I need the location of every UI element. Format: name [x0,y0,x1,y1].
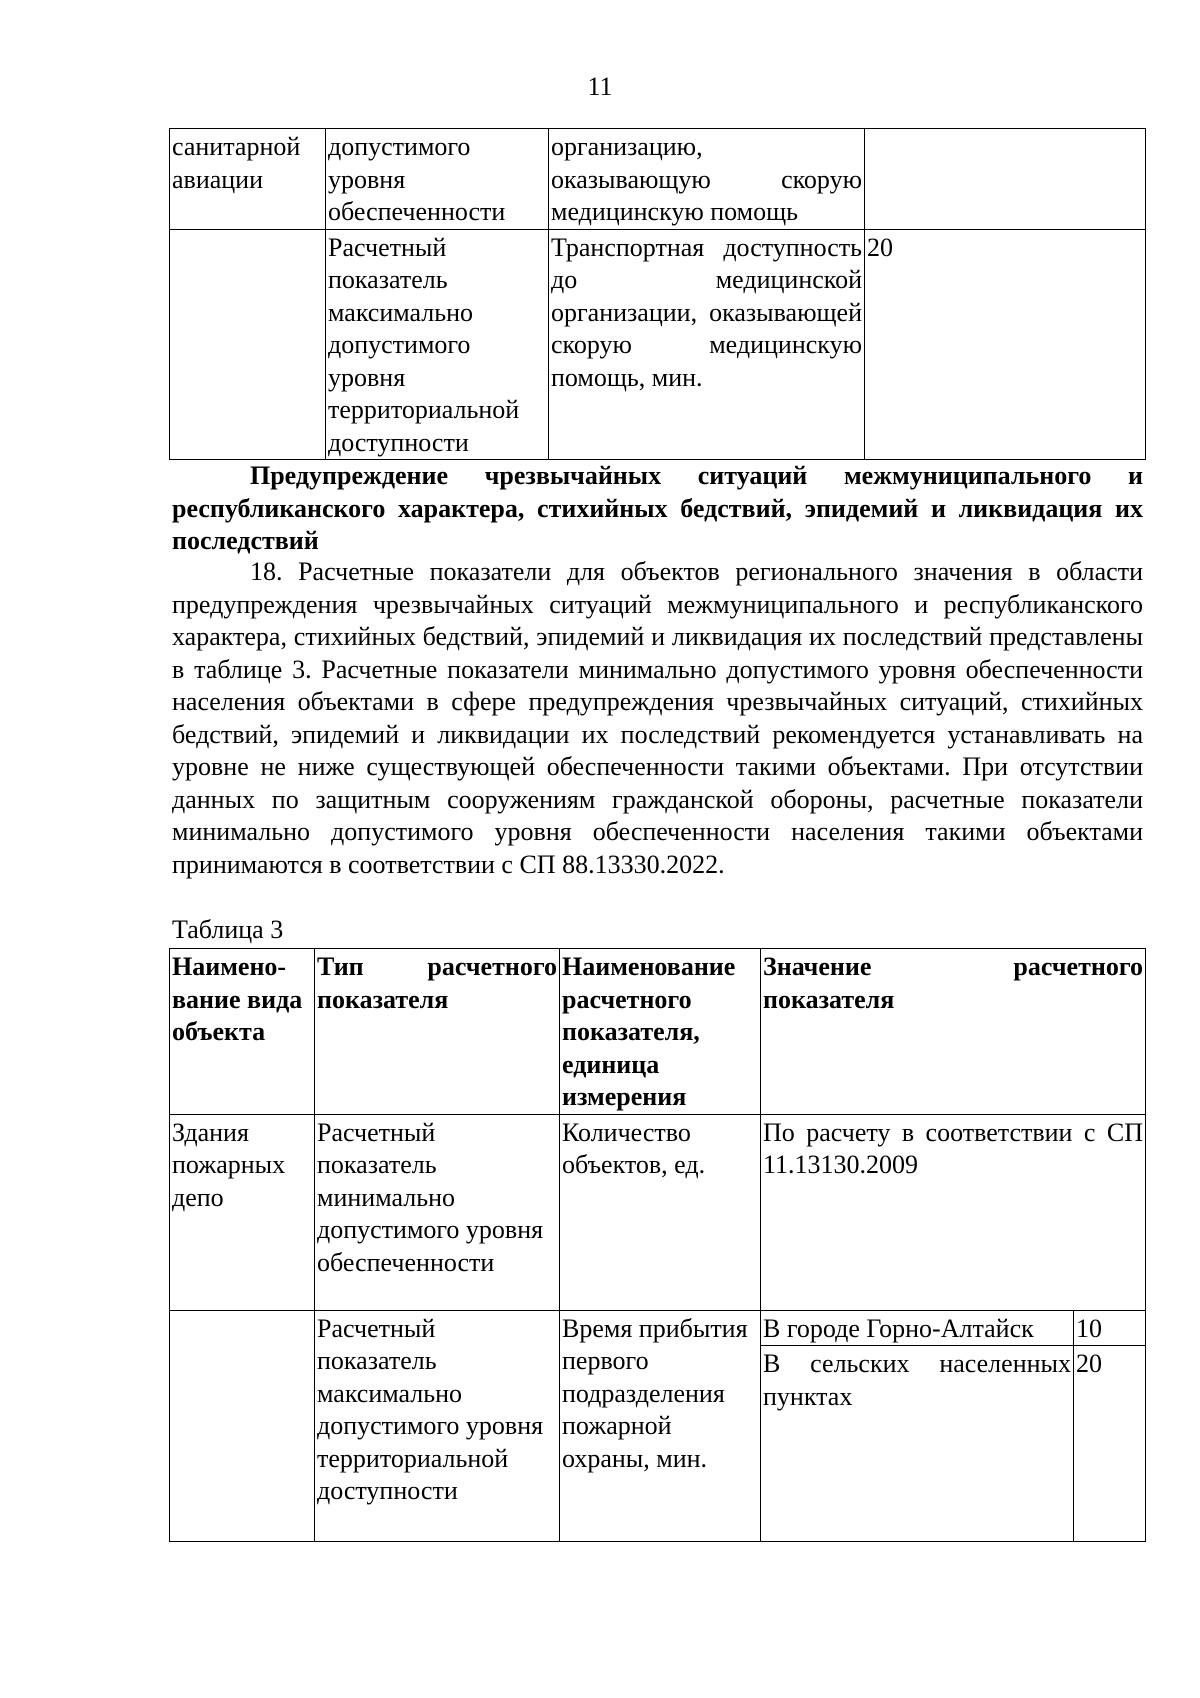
indicator-value-cell: 20 [865,229,1146,460]
table-row [170,1114,1146,1310]
indicator-name-cell: организацию, оказывающую скорую медицинскую помощь [549,129,865,230]
table-row [170,229,1146,460]
paragraph-18 [172,556,1143,881]
indicator-type-cell: Расчетный показатель минимально допустимого уровня обеспеченности [315,1114,560,1310]
settlement-city-cell: В городе Горно-Алтайск [761,1310,1074,1346]
header-indicator-type: Тип расчетного показателя [315,949,560,1115]
header-object-name: Наимено-вание вида объекта [170,949,315,1115]
section-heading [172,460,1143,558]
indicator-name-cell: Количество объектов, ед. [560,1114,761,1310]
indicator-value-cell: По расчету в соответствии с СП 11.13130.2009 [761,1114,1146,1310]
indicator-type-cell: Расчетный показатель максимально допустимого уровня территориальной доступности [326,229,549,460]
indicator-type-cell: допустимого уровня обеспеченности [326,129,549,230]
paragraph-18-text: 18. Расчетные показатели для объектов регионального значения в области предупреждения чрезвычайных ситуаций межмуниципального и республиканского характера, стихийных бедствий, эпидемий и ликвидация их последствий представлены в таблице 3. Расчетные показатели минимально допустимого уровня обеспеченности населения объектами в сфере предупреждения чрезвычайных ситуаций, стихийных бедствий, эпидемий и ликвидации их последствий рекомендуется устанавливать на уровне не ниже существующей обеспеченности такими объектами. При отсутствии данных по защитным сооружениям гражданской обороны, расчетные показатели минимально допустимого уровня обеспеченности населения такими объектами принимаются в соответствии с СП 88.13330.2022. [172,557,1143,879]
table-row [170,129,1146,230]
indicator-name-cell: Транспортная доступность до медицинской организации, оказывающей скорую медицинскую помощь, мин. [549,229,865,460]
header-indicator-name: Наименование расчетного показателя, единица измерения [560,949,761,1115]
object-name-cell: Здания пожарных депо [170,1114,315,1310]
table-3 [169,948,1146,1542]
table-3-caption: Таблица 3 [172,915,284,944]
section-heading-text: Предупреждение чрезвычайных ситуаций межмуниципального и республиканского характера, стихийных бедствий, эпидемий и ликвидация их последствий [172,461,1143,555]
indicator-name-cell: Время прибытия первого подразделения пожарной охраны, мин. [560,1310,761,1542]
header-indicator-value: Значение расчетного показателя [761,949,1146,1115]
table-header-row [170,949,1146,1115]
indicator-value-cell [865,129,1146,230]
indicator-type-cell: Расчетный показатель максимально допустимого уровня территориальной доступности [315,1310,560,1542]
table-row [170,1310,1146,1346]
object-name-cell: санитарной авиации [170,129,326,230]
settlement-city-value: 10 [1074,1310,1146,1346]
continued-table [169,128,1146,460]
settlement-rural-cell: В сельских населенных пунктах [761,1346,1074,1542]
settlement-rural-value: 20 [1074,1346,1146,1542]
object-name-cell-empty [170,229,326,460]
page-number: 11 [587,72,613,101]
object-name-cell-empty [170,1310,315,1542]
